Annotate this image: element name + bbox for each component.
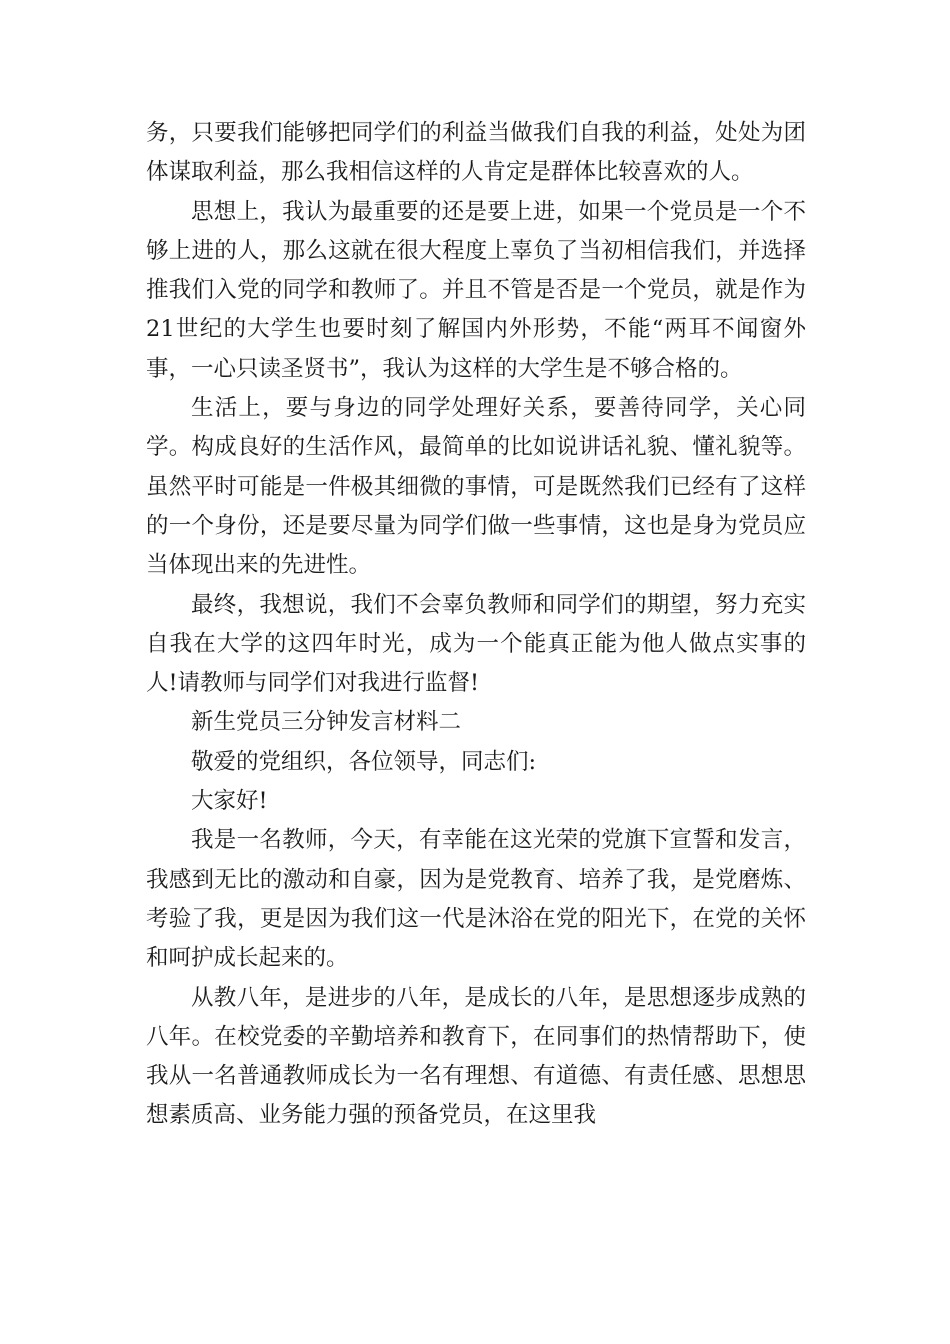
paragraph-life: 生活上，要与身边的同学处理好关系，要善待同学，关心同学。构成良好的生活作风，最简单的比如说讲话礼貌、懂礼貌等。虽然平时可能是一件极其细微的事情，可是既然我们已经有了这样的一个身份，还是要尽量为同学们做一些事情，这也是身为党员应当体现出来的先进性。 <box>146 395 806 579</box>
paragraph-ideology: 思想上，我认为最重要的还是要上进，如果一个党员是一个不够上进的人，那么这就在很大程度上辜负了当初相信我们，并选择推我们入党的同学和教师了。并且不管是否是一个党员，就是作为21世纪的大学生也要时刻了解国内外形势，不能“两耳不闻窗外事，一心只读圣贤书”，我认为这样的大学生是不够合格的。 <box>146 198 806 382</box>
document-body <box>146 114 806 1136</box>
section-heading: 新生党员三分钟发言材料二 <box>191 709 462 736</box>
paragraph-conclusion: 最终，我想说，我们不会辜负教师和同学们的期望，努力充实自我在大学的这四年时光，成为一个能真正能为他人做点实事的人!请教师与同学们对我进行监督! <box>146 591 806 697</box>
salutation: 敬爱的党组织，各位领导，同志们: <box>191 748 537 775</box>
paragraph-introduction: 我是一名教师，今天，有幸能在这光荣的党旗下宣誓和发言，我感到无比的激动和自豪，因为是党教育、培养了我，是党磨炼、考验了我，更是因为我们这一代是沐浴在党的阳光下，在党的关怀和呵护成长起来的。 <box>146 827 806 972</box>
paragraph-continued: 务，只要我们能够把同学们的利益当做我们自我的利益，处处为团体谋取利益，那么我相信这样的人肯定是群体比较喜欢的人。 <box>146 120 806 186</box>
paragraph-eight-years: 从教八年，是进步的八年，是成长的八年，是思想逐步成熟的八年。在校党委的辛勤培养和教育下，在同事们的热情帮助下，使我从一名普通教师成长为一名有理想、有道德、有责任感、思想思想素质高、业务能力强的预备党员，在这里我 <box>146 984 806 1129</box>
greeting: 大家好! <box>191 788 268 815</box>
